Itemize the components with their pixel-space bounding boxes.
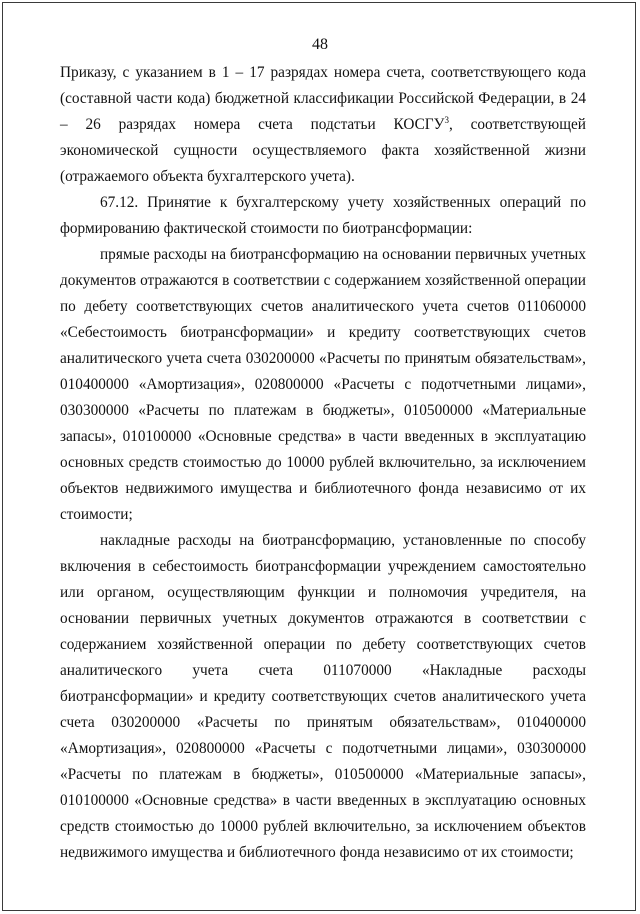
paragraph-continuation bbox=[60, 60, 586, 190]
paragraph-direct-costs: прямые расходы на биотрансформацию на основании первичных учетных документов отражаются в соответствии с содержанием хозяйственной операции по дебету соответствующих счетов аналитического учета счетов 011060000 «Себестоимость биотрансформации» и кредиту соответствующих счетов аналитического учета счета 030200000 «Расчеты по принятым обязательствам», 010400000 «Амортизация», 020800000 «Расчеты с подотчетными лицами», 030300000 «Расчеты по платежам в бюджеты», 010500000 «Материальные запасы», 010100000 «Основные средства» в части введенных в эксплуатацию основных средств стоимостью до 10000 рублей включительно, за исключением объектов недвижимого имущества и библиотечного фонда независимо от их стоимости; bbox=[60, 246, 586, 523]
footnote-marker: 3 bbox=[444, 114, 449, 125]
document-body bbox=[60, 60, 586, 866]
paragraph-overhead-costs: накладные расходы на биотрансформацию, установленные по способу включения в себестоимость биотрансформации учреждением самостоятельно или органом, осуществляющим функции и полномочия учредителя, на основании первичных учетных документов отражаются в соответствии с содержанием хозяйственной операции по дебету соответствующих счетов аналитического учета счета 011070000 «Накладные расходы биотрансформации» и кредиту соответствующих счетов аналитического учета счета 030200000 «Расчеты по принятым обязательствам», 010400000 «Амортизация», 020800000 «Расчеты с подотчетными лицами», 030300000 «Расчеты по платежам в бюджеты», 010500000 «Материальные запасы», 010100000 «Основные средства» в части введенных в эксплуатацию основных средств стоимостью до 10000 рублей включительно, за исключением объектов недвижимого имущества и библиотечного фонда независимо от их стоимости; bbox=[60, 532, 586, 861]
paragraph-text-tail: , соответствующей экономической сущности осуществляемого факта хозяйственной жизни (отражаемого объекта бухгалтерского учета). bbox=[60, 116, 586, 185]
page-number: 48 bbox=[312, 36, 328, 53]
paragraph-clause-67-12: 67.12. Принятие к бухгалтерскому учету хозяйственных операций по формированию фактической стоимости по биотрансформации: bbox=[60, 194, 586, 237]
paragraph-text: Приказу, с указанием в 1 – 17 разрядах номера счета, соответствующего кода (составной части кода) бюджетной классификации Российской Федерации, в 24 – 26 разрядах номера счета подстатьи КОСГУ bbox=[60, 64, 586, 133]
